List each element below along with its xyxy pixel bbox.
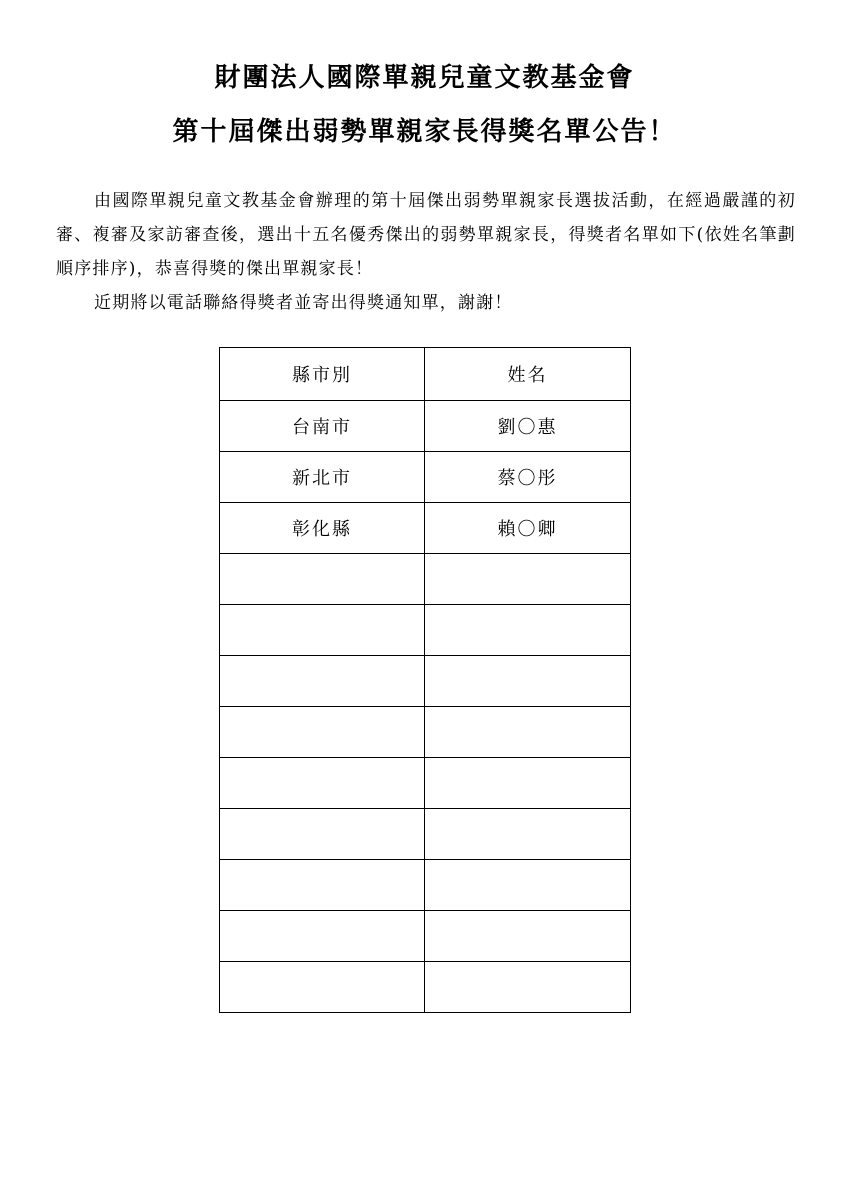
name-cell (425, 656, 631, 707)
table-header-row (220, 348, 631, 401)
name-cell: 劉〇惠 (425, 401, 631, 452)
table-row (220, 860, 631, 911)
name-cell (425, 860, 631, 911)
county-cell (220, 707, 425, 758)
announcement-body (56, 184, 796, 320)
table-row (220, 605, 631, 656)
county-cell (220, 962, 425, 1013)
winners-table (219, 347, 631, 1013)
table-row (220, 758, 631, 809)
name-cell: 蔡〇彤 (425, 452, 631, 503)
page-subtitle: 第十屆傑出弱勢單親家長得獎名單公告！ (172, 117, 677, 147)
county-cell (220, 860, 425, 911)
page-title: 財團法人國際單親兒童文教基金會 (214, 63, 635, 93)
table-row (220, 503, 631, 554)
county-cell: 新北市 (220, 452, 425, 503)
table-body (220, 401, 631, 1013)
table-row (220, 962, 631, 1013)
name-cell (425, 962, 631, 1013)
name-cell (425, 554, 631, 605)
column-header-name: 姓名 (425, 348, 631, 401)
table-row (220, 707, 631, 758)
name-cell (425, 809, 631, 860)
announcement-paragraph: 近期將以電話聯絡得獎者並寄出得獎通知單，謝謝！ (94, 293, 513, 313)
county-cell (220, 758, 425, 809)
table-row (220, 656, 631, 707)
county-cell: 台南市 (220, 401, 425, 452)
name-cell (425, 707, 631, 758)
county-cell (220, 656, 425, 707)
announcement-paragraph: 由國際單親兒童文教基金會辦理的第十屆傑出弱勢單親家長選拔活動，在經過嚴謹的初審、複審及家訪審查後，選出十五名優秀傑出的弱勢單親家長，得獎者名單如下(依姓名筆劃順序排序)，恭喜得獎的傑出單親家長！ (56, 191, 796, 279)
table-row (220, 911, 631, 962)
table-row (220, 554, 631, 605)
name-cell: 賴〇卿 (425, 503, 631, 554)
table-row (220, 809, 631, 860)
table-row (220, 452, 631, 503)
table-row (220, 401, 631, 452)
name-cell (425, 911, 631, 962)
county-cell (220, 911, 425, 962)
county-cell: 彰化縣 (220, 503, 425, 554)
county-cell (220, 605, 425, 656)
column-header-county: 縣市別 (220, 348, 425, 401)
name-cell (425, 605, 631, 656)
county-cell (220, 809, 425, 860)
county-cell (220, 554, 425, 605)
name-cell (425, 758, 631, 809)
